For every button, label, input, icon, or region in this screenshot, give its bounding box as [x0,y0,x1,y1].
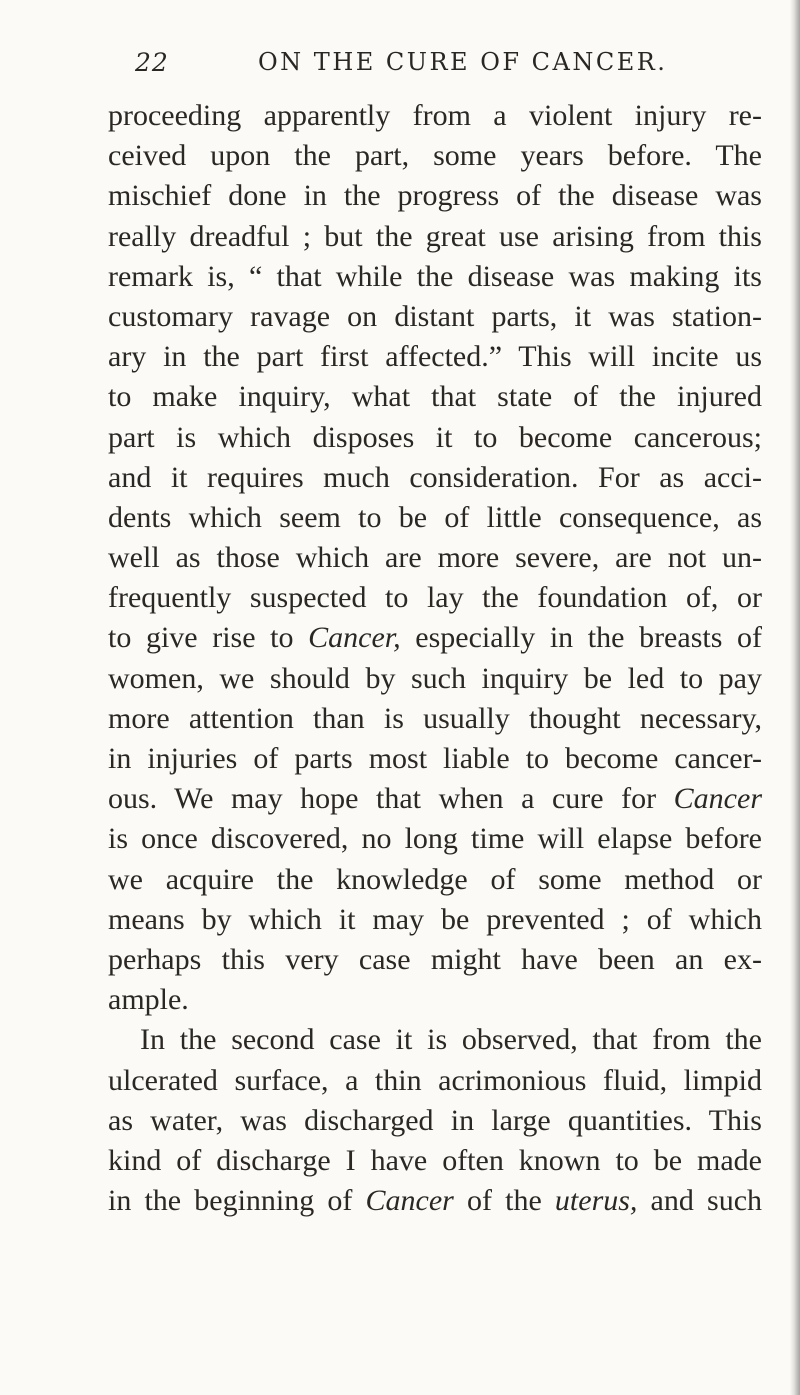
text-segment: ous. We may hope that when a cure for [108,782,674,816]
text-line: ceived upon the part, some years before. The [108,139,762,173]
page-edge-shadow [790,0,800,1395]
text-line: well as those which are more severe, are not un- [108,541,762,575]
text-line: proceeding apparently from a violent injury re- [108,99,762,132]
text-line: dents which seem to be of little consequence, as [108,500,762,534]
body-text [108,96,762,1221]
text-line: part is which disposes it to become cancerous; [108,420,762,454]
text-line: kind of discharge I have often known to be made [108,1143,762,1177]
italic-term: Cancer, [308,621,401,655]
italic-term: uterus, [554,1184,638,1218]
running-title: ON THE CURE OF CANCER. [258,48,668,76]
text-line: ample. [108,983,189,1017]
text-line: perhaps this very case might have been an ex- [108,942,762,976]
text-line: mischief done in the progress of the disease was [108,179,762,213]
italic-term: Cancer [673,782,762,816]
italic-term: Cancer [365,1184,454,1218]
text-line: ulcerated surface, a thin acrimonious fluid, limpid [108,1063,762,1097]
text-segment: to give rise to [108,621,309,655]
text-line: more attention than is usually thought necessary, [108,701,762,735]
text-line: to make inquiry, what that state of the injured [108,380,762,414]
text-line [108,618,762,658]
text-line: remark is, “ that while the disease was making its [108,259,762,293]
text-line: means by which it may be prevented ; of which [108,902,762,936]
text-line: we acquire the knowledge of some method or [108,862,762,896]
text-line: women, we should by such inquiry be led to pay [108,661,762,695]
text-line: really dreadful ; but the great use arising from this [108,219,762,253]
text-segment: and such [637,1184,763,1218]
text-line: in injuries of parts most liable to become cancer- [108,742,762,775]
text-line: frequently suspected to lay the foundation of, or [108,581,762,615]
text-line: as water, was discharged in large quantities. This [108,1103,762,1137]
text-line [108,1181,762,1221]
page-number: 22 [135,48,169,77]
text-segment: especially in the breasts of [400,621,762,655]
text-segment: in the beginning of [108,1184,366,1218]
text-line [108,779,762,819]
text-line: ary in the part first affected.” This will incite us [108,340,762,374]
page-header [0,48,800,88]
text-line: In the second case it is observed, that from the [140,1023,762,1057]
text-line: customary ravage on distant parts, it was station- [108,299,762,333]
text-line: and it requires much consideration. For as acci- [108,460,762,494]
text-line: is once discovered, no long time will elapse before [108,822,762,856]
text-segment: of the [453,1184,555,1218]
